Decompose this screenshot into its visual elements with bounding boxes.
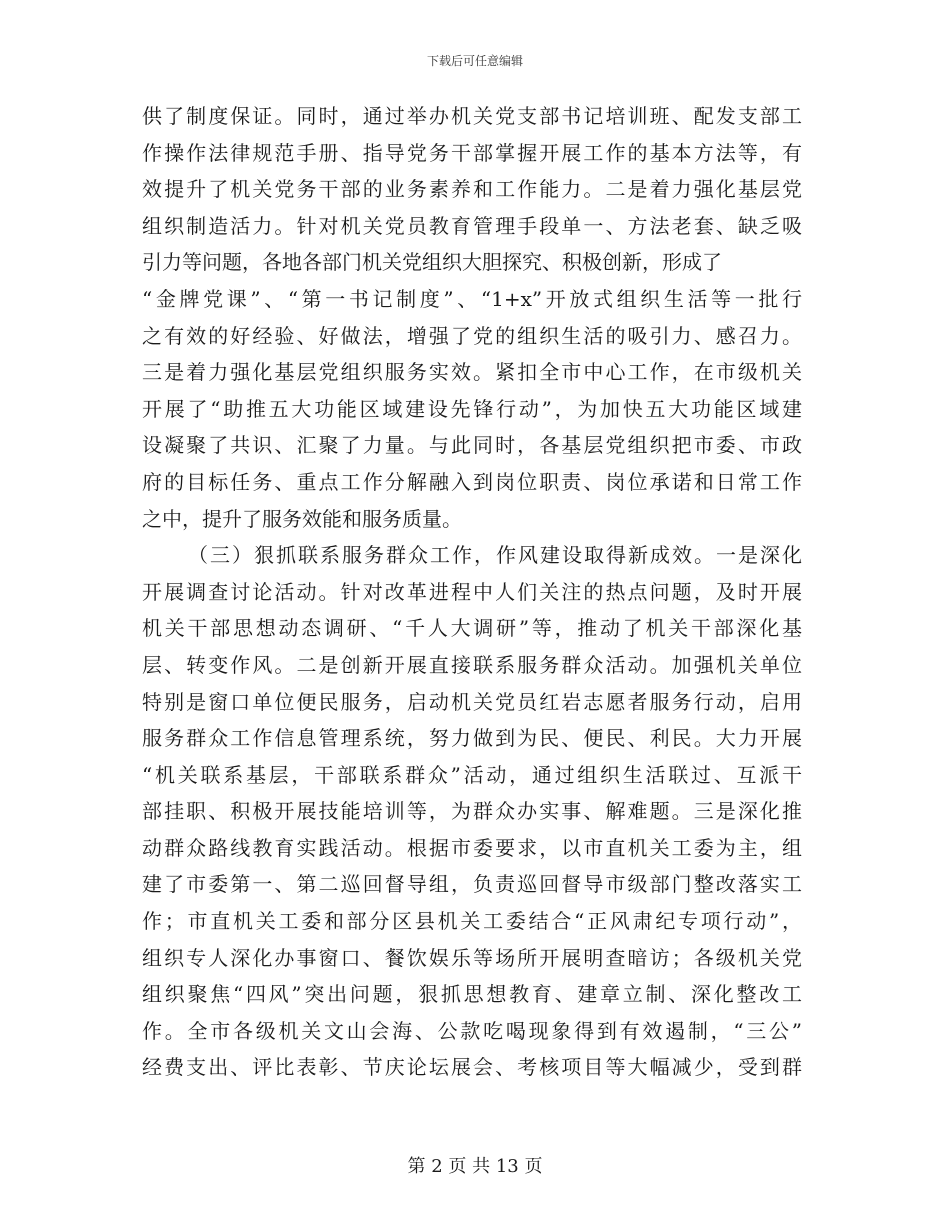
text-line: 开展调查讨论活动。针对改革进程中人们关注的热点问题，及时开展 (142, 579, 802, 604)
text-line: 设凝聚了共识、汇聚了力量。与此同时，各基层党组织把市委、市政 (142, 433, 802, 458)
text-line: 之有效的好经验、好做法，增强了党的组织生活的吸引力、感召力。 (142, 323, 802, 348)
text-line: 组织制造活力。针对机关党员教育管理手段单一、方法老套、缺乏吸 (142, 213, 802, 238)
text-line: “金牌党课”、“第一书记制度”、“1+x”开放式组织生活等一批行 (142, 286, 802, 311)
text-line: 特别是窗口单位便民服务，启动机关党员红岩志愿者服务行动，启用 (142, 689, 802, 714)
text-line: 供了制度保证。同时，通过举办机关党支部书记培训班、配发支部工 (142, 104, 802, 128)
text-line: 开展了“助推五大功能区域建设先锋行动”，为加快五大功能区域建 (142, 396, 802, 421)
text-line: 组织专人深化办事窗口、餐饮娱乐等场所开展明查暗访；各级机关党 (142, 945, 802, 970)
body-text (142, 98, 802, 1086)
page-header: 下载后可任意编辑 (426, 54, 523, 68)
paragraph-end-line: 之中，提升了服务效能和服务质量。 (142, 506, 462, 531)
text-line: 机关干部思想动态调研、“千人大调研”等，推动了机关干部深化基 (142, 616, 802, 641)
text-line: 作操作法律规范手册、指导党务干部掌握开展工作的基本方法等，有 (142, 140, 802, 165)
text-line: 经费支出、评比表彰、节庆论坛展会、考核项目等大幅减少，受到群 (142, 1055, 802, 1080)
text-line: 动群众路线教育实践活动。根据市委要求，以市直机关工委为主，组 (142, 835, 802, 860)
text-line: 三是着力强化基层党组织服务实效。紧扣全市中心工作，在市级机关 (142, 360, 802, 385)
text-line: 效提升了机关党务干部的业务素养和工作能力。二是着力强化基层党 (142, 177, 802, 202)
text-line: 建了市委第一、第二巡回督导组，负责巡回督导市级部门整改落实工 (142, 872, 802, 897)
text-line: 作；市直机关工委和部分区县机关工委结合“正风肃纪专项行动”， (142, 909, 802, 934)
text-line: 层、转变作风。二是创新开展直接联系服务群众活动。加强机关单位 (142, 652, 802, 677)
text-line: 引力等问题，各地各部门机关党组织大胆探究、积极创新，形成了 (142, 250, 722, 275)
text-line: “机关联系基层，干部联系群众”活动，通过组织生活联过、互派干 (142, 762, 802, 787)
text-line: 作。全市各级机关文山会海、公款吃喝现象得到有效遏制，“三公” (142, 1018, 802, 1043)
section-heading-line: （三）狠抓联系服务群众工作，作风建设取得新成效。一是深化 (188, 543, 802, 568)
text-line: 府的目标任务、重点工作分解融入到岗位职责、岗位承诺和日常工作 (142, 469, 802, 494)
text-line: 服务群众工作信息管理系统，努力做到为民、便民、利民。大力开展 (142, 726, 802, 751)
text-line: 部挂职、积极开展技能培训等，为群众办实事、解难题。三是深化推 (142, 799, 802, 824)
text-line: 组织聚焦“四风”突出问题，狠抓思想教育、建章立制、深化整改工 (142, 982, 802, 1007)
page-number-footer: 第 2 页 共 13 页 (407, 1156, 543, 1177)
